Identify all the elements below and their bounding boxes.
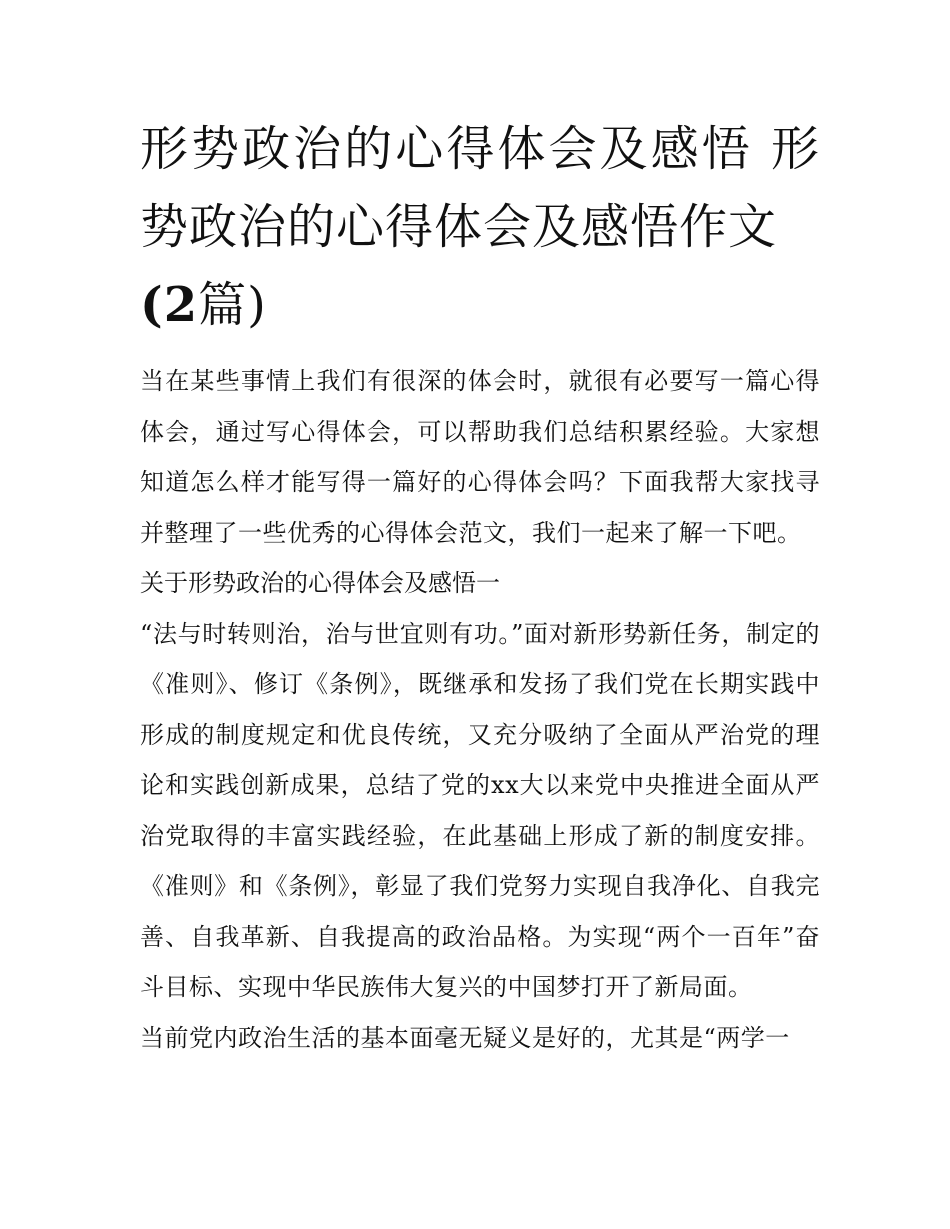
- intro-paragraph: 当在某些事情上我们有很深的体会时，就很有必要写一篇心得体会，通过写心得体会，可以帮助我们总结积累经验。大家想知道怎么样才能写得一篇好的心得体会吗？下面我帮大家找寻并整理了一些优秀的心得体会范文，我们一起来了解一下吧。: [140, 367, 820, 547]
- document-title: [140, 110, 820, 344]
- body-paragraph: 当前党内政治生活的基本面毫无疑义是好的，尤其是“两学一: [140, 1023, 790, 1052]
- title-text: 形势政治的心得体会及感悟 形势政治的心得体会及感悟作文: [140, 121, 820, 255]
- section-heading: 关于形势政治的心得体会及感悟一: [140, 569, 500, 597]
- title-suffix: 篇): [198, 277, 267, 333]
- document-page: [140, 110, 820, 1063]
- body-paragraph: “法与时转则治，治与世宜则有功。”面对新形势新任务，制定的《准则》、修订《条例》，既继承和发扬了我们党在长期实践中形成的制度规定和优良传统，又充分吸纳了全面从严治党的理论和实践创新成果，总结了党的xx大以来党中央推进全面从严治党取得的丰富实践经验，在此基础上形成了新的制度安排。《准则》和《条例》，彰显了我们党努力实现自我净化、自我完善、自我革新、自我提高的政治品格。为实现“两个一百年”奋斗目标、实现中华民族伟大复兴的中国梦打开了新局面。: [140, 619, 820, 1001]
- title-count: (2: [140, 277, 199, 333]
